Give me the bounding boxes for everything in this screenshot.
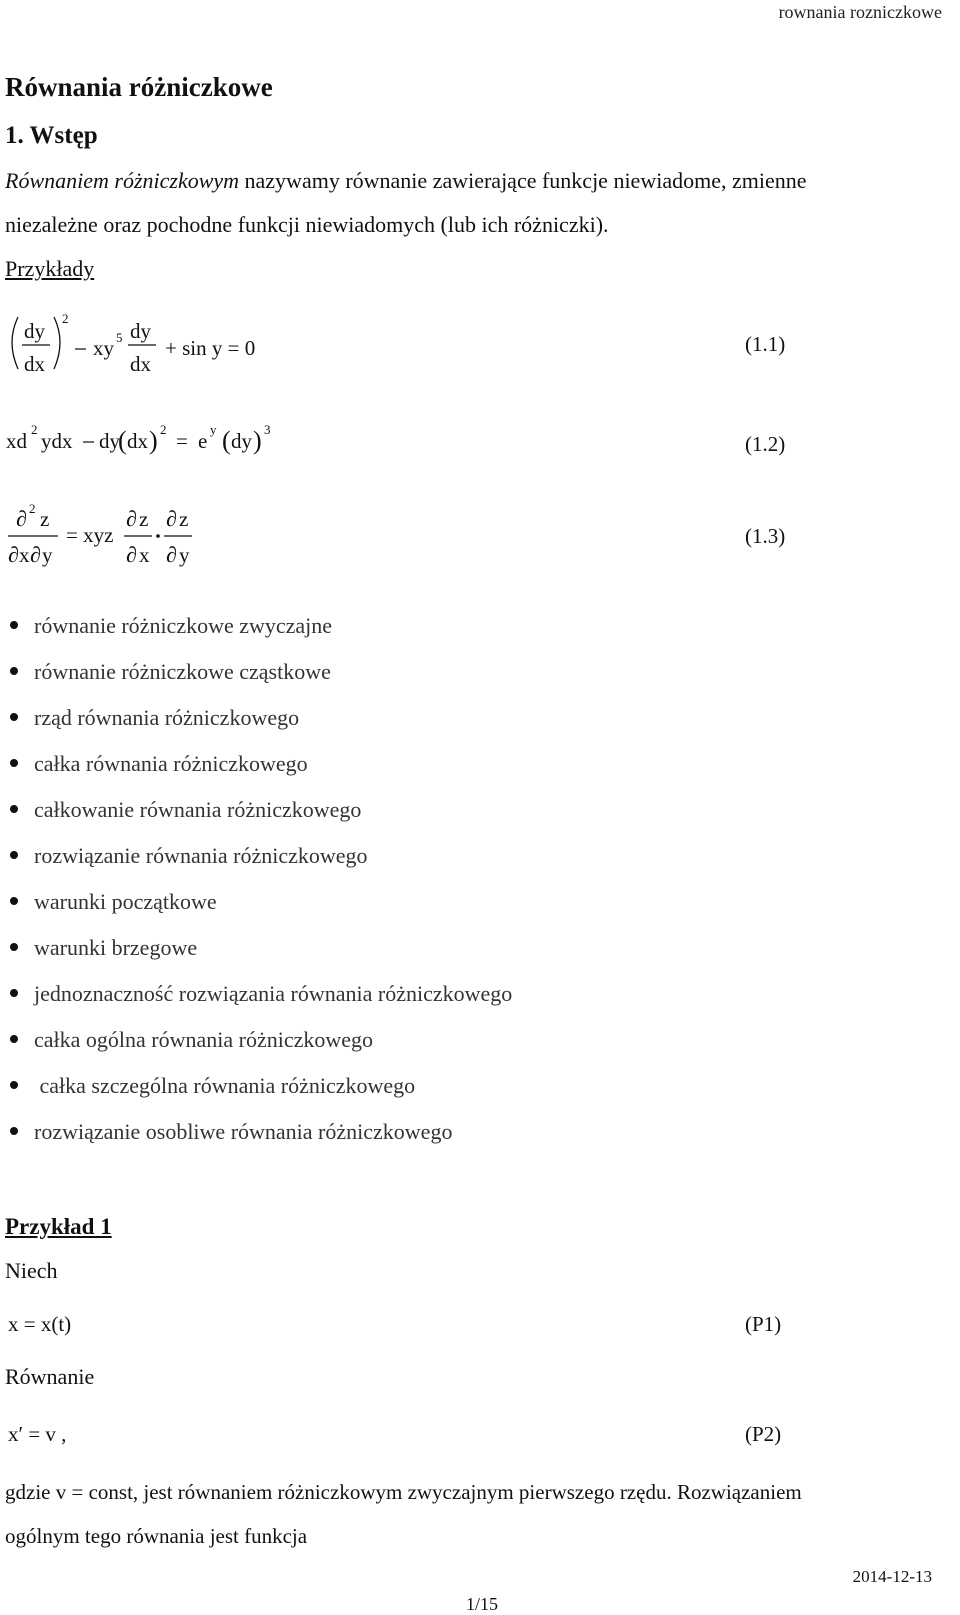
equation-1-3 <box>0 498 300 576</box>
svg-text:y: y <box>179 543 190 567</box>
running-header: rownania rozniczkowe <box>778 2 942 22</box>
svg-text:z: z <box>139 507 149 531</box>
intro-paragraph-line1 <box>5 168 806 194</box>
svg-text:dx: dx <box>127 429 148 453</box>
svg-text:y: y <box>42 543 53 567</box>
svg-text:x: x <box>139 543 150 567</box>
example-text-line1: gdzie v = const, jest równaniem różniczkowym zwyczajnym pierwszego rzędu. Rozwiązaniem <box>5 1480 802 1504</box>
footer-date: 2014-12-13 <box>852 1567 932 1586</box>
svg-text:(: ( <box>118 426 127 455</box>
list-item: całkowanie równania różniczkowego <box>10 796 512 842</box>
svg-text:= xyz: = xyz <box>66 523 114 547</box>
svg-text:dy: dy <box>99 429 120 453</box>
equation-number-1-3: (1.3) <box>745 524 786 548</box>
list-item: całka ogólna równania różniczkowego <box>10 1026 512 1072</box>
equation-p2: x′ = v , <box>8 1422 67 1446</box>
equation-number-1-1: (1.1) <box>745 332 786 356</box>
svg-text:+ sin y = 0: + sin y = 0 <box>165 336 256 360</box>
document-title: Równania różniczkowe <box>5 72 273 102</box>
svg-text:∂: ∂ <box>30 542 41 567</box>
equation-p1: x = x(t) <box>8 1312 72 1336</box>
equation-number-1-2: (1.2) <box>745 432 786 456</box>
svg-text:2: 2 <box>31 422 38 437</box>
equation-1-1 <box>0 305 300 385</box>
svg-text:∂: ∂ <box>126 506 137 531</box>
equation-number-p2: (P2) <box>745 1422 782 1446</box>
svg-text:x: x <box>19 543 30 567</box>
list-item: równanie różniczkowe cząstkowe <box>10 658 512 704</box>
svg-text:dy: dy <box>231 429 252 453</box>
section-heading: 1. Wstęp <box>5 122 98 149</box>
svg-text:xy: xy <box>93 336 114 360</box>
example-niech: Niech <box>5 1258 58 1283</box>
defined-term: Równaniem różniczkowym <box>5 168 240 193</box>
svg-text:dy: dy <box>130 319 151 343</box>
svg-text:dx: dx <box>24 352 45 376</box>
svg-text:dx: dx <box>130 352 151 376</box>
svg-text:): ) <box>253 426 262 455</box>
svg-text:∂: ∂ <box>166 506 177 531</box>
equation-number-p1: (P1) <box>745 1312 782 1336</box>
svg-text:5: 5 <box>116 330 123 345</box>
svg-text:ydx: ydx <box>41 429 73 453</box>
svg-text:=: = <box>176 429 188 453</box>
list-item: jednoznaczność rozwiązania równania różniczkowego <box>10 980 512 1026</box>
list-item: warunki brzegowe <box>10 934 512 980</box>
list-item: całka równania różniczkowego <box>10 750 512 796</box>
svg-text:∂: ∂ <box>8 542 19 567</box>
svg-text:e: e <box>198 429 208 453</box>
svg-text:): ) <box>149 426 158 455</box>
intro-paragraph-line2: niezależne oraz pochodne funkcji niewiadomych (lub ich różniczki). <box>5 212 609 237</box>
svg-text:2: 2 <box>160 422 167 437</box>
svg-text:2: 2 <box>62 311 69 326</box>
example-heading: Przykład 1 <box>5 1214 112 1239</box>
list-item: równanie różniczkowe zwyczajne <box>10 612 512 658</box>
list-item: całka szczególna równania różniczkowego <box>10 1072 512 1118</box>
terms-list <box>10 612 512 1164</box>
example-text-line2: ogólnym tego równania jest funkcja <box>5 1524 308 1548</box>
svg-text:dy: dy <box>24 319 45 343</box>
svg-text:y: y <box>210 422 217 437</box>
svg-text:∂: ∂ <box>126 542 137 567</box>
svg-text:(: ( <box>222 426 231 455</box>
page-number: 1/15 <box>466 1594 499 1614</box>
list-item: rozwiązanie równania różniczkowego <box>10 842 512 888</box>
intro-text: nazywamy równanie zawierające funkcje niewiadome, zmienne <box>239 168 807 193</box>
list-item: rozwiązanie osobliwe równania różniczkowego <box>10 1118 512 1164</box>
example-rownanie: Równanie <box>5 1364 95 1389</box>
examples-label: Przykłady <box>5 256 95 281</box>
svg-text:3: 3 <box>264 422 271 437</box>
equation-1-2 <box>0 418 300 462</box>
svg-text:xd: xd <box>6 429 27 453</box>
list-item: warunki początkowe <box>10 888 512 934</box>
svg-text:∂: ∂ <box>16 506 27 531</box>
list-item: rząd równania różniczkowego <box>10 704 512 750</box>
svg-text:2: 2 <box>29 501 36 516</box>
svg-text:z: z <box>179 507 189 531</box>
svg-text:z: z <box>40 507 50 531</box>
svg-text:∂: ∂ <box>166 542 177 567</box>
